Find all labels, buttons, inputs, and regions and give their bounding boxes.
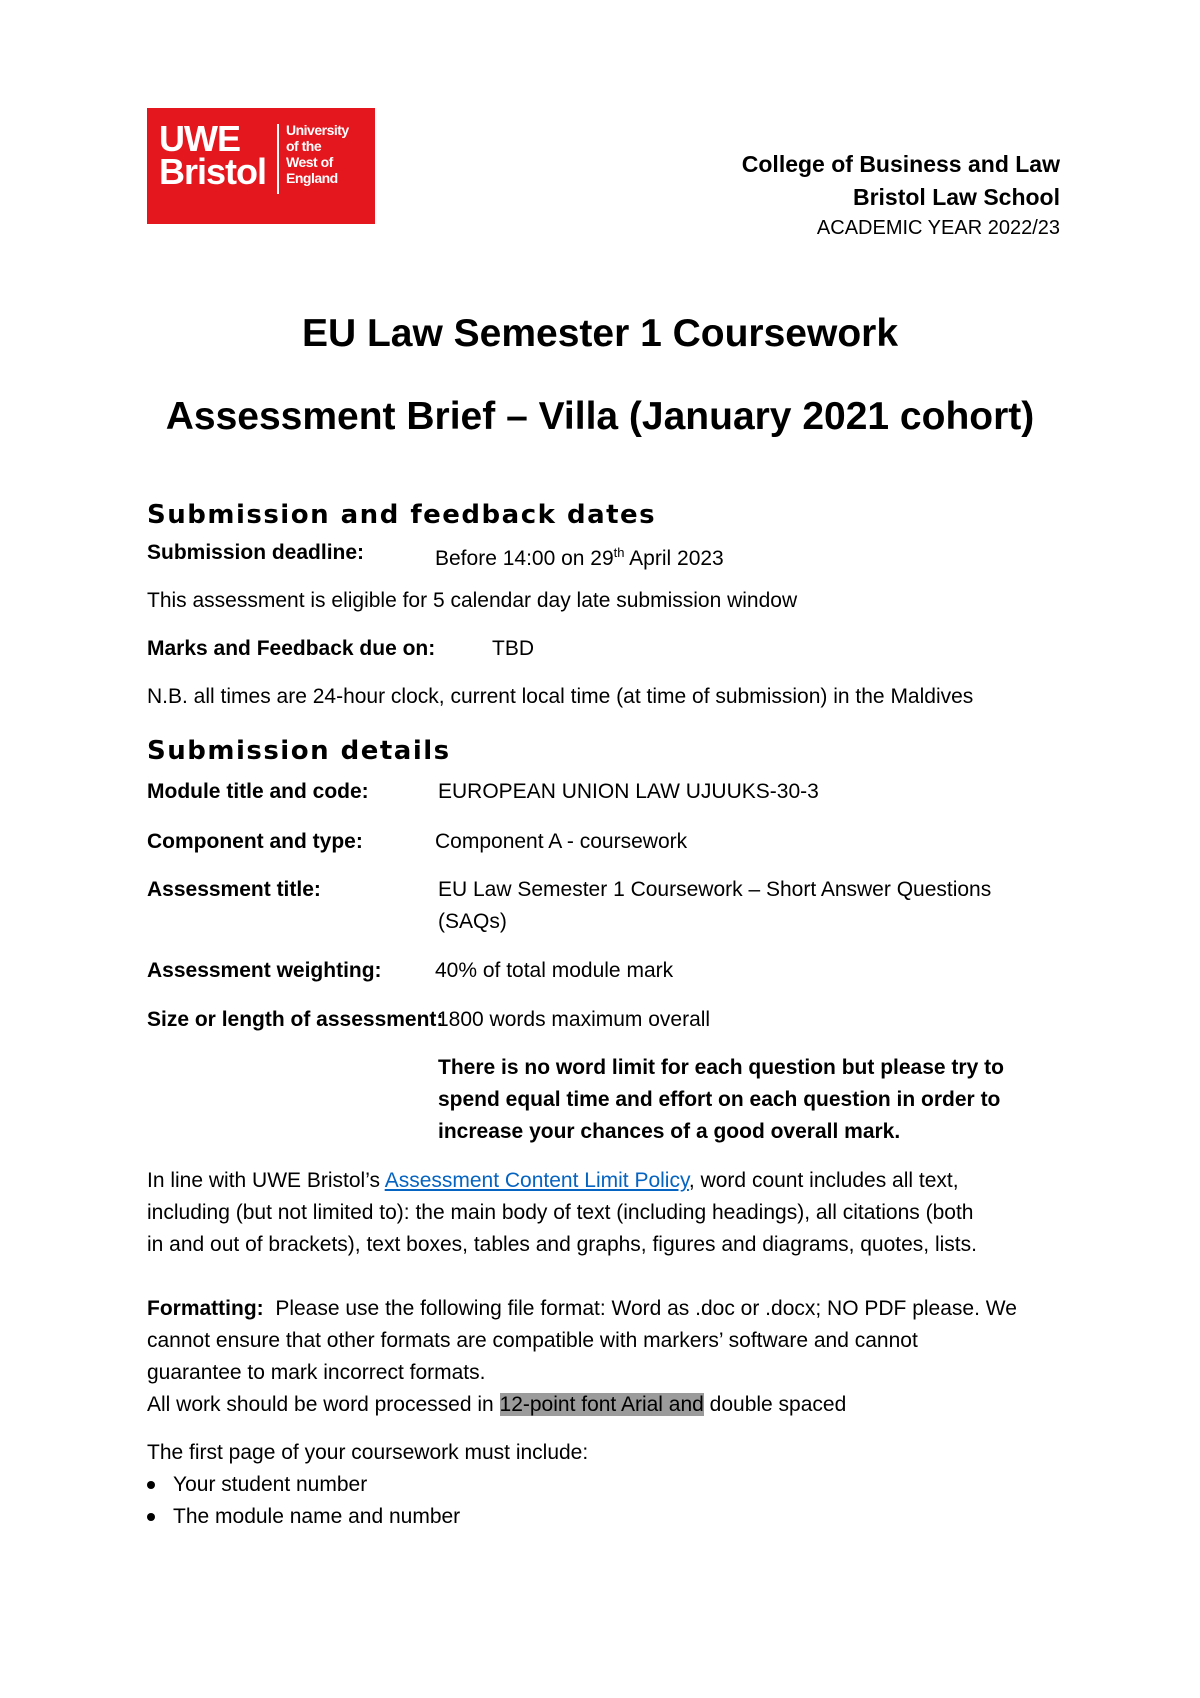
school-name: Bristol Law School <box>852 184 1060 210</box>
formatting-line <box>147 1293 1067 1325</box>
list-item-text: The module name and number <box>173 1505 461 1528</box>
section-heading-details: Submission details <box>147 736 451 766</box>
first-page-list <box>145 1469 460 1533</box>
uwe-bristol-logo <box>147 108 375 224</box>
deadline-value-suffix: th <box>613 545 625 560</box>
size-value: 1800 words maximum overall <box>437 1008 711 1031</box>
list-item <box>145 1469 460 1501</box>
logo-sub-line: England <box>286 170 338 186</box>
deadline-value <box>435 537 724 575</box>
college-name: College of Business and Law <box>741 151 1060 177</box>
font-rule <box>147 1389 1067 1421</box>
policy-line: in and out of brackets), text boxes, tables and graphs, figures and diagrams, quotes, lists. <box>147 1233 977 1256</box>
policy-post: , word count includes all text, <box>688 1169 959 1192</box>
formatting-line: guarantee to mark incorrect formats. <box>147 1361 486 1384</box>
page-title: EU Law Semester 1 Coursework <box>301 312 899 355</box>
logo-wordmark <box>159 118 267 192</box>
formatting-paragraph <box>147 1293 1067 1389</box>
policy-pre: In line with UWE Bristol’s <box>147 1169 385 1192</box>
logo-line-uwe: UWE <box>159 118 240 159</box>
font-rule-highlight: 12-point font Arial and <box>499 1393 704 1416</box>
policy-line <box>147 1165 1067 1197</box>
word-note-line: There is no word limit for each question but please try to <box>438 1056 1004 1079</box>
assessment-title-line: (SAQs) <box>438 910 507 933</box>
logo-sub-line: University <box>286 122 349 138</box>
deadline-value-date: Before 14:00 on 29 <box>435 547 614 570</box>
section-heading-dates: Submission and feedback dates <box>147 500 657 530</box>
bullet-icon <box>147 1481 155 1489</box>
font-rule-post: double spaced <box>703 1393 847 1416</box>
deadline-value-month: April 2023 <box>624 547 724 570</box>
logo-sub-line: of the <box>286 138 322 154</box>
policy-link[interactable]: Assessment Content Limit Policy <box>384 1169 689 1192</box>
logo-sub-line: West of <box>286 154 333 170</box>
deadline-label: Submission deadline: <box>147 541 365 564</box>
component-label: Component and type: <box>147 830 363 853</box>
logo-divider <box>277 124 279 194</box>
weighting-label: Assessment weighting: <box>147 959 382 982</box>
size-label: Size or length of assessment: <box>147 1008 444 1031</box>
time-note: N.B. all times are 24-hour clock, current local time (at time of submission) in the Maldives <box>147 685 974 708</box>
feedback-value: TBD <box>492 637 534 660</box>
word-limit-note <box>438 1052 1004 1148</box>
font-rule-pre: All work should be word processed in <box>147 1393 500 1416</box>
first-page-intro: The first page of your coursework must include: <box>147 1441 589 1464</box>
module-label: Module title and code: <box>147 780 369 803</box>
policy-paragraph <box>147 1165 1067 1261</box>
list-item-text: Your student number <box>173 1473 368 1496</box>
policy-line: including (but not limited to): the main body of text (including headings), all citations (both <box>147 1201 974 1224</box>
weighting-value: 40% of total module mark <box>435 959 674 982</box>
bullet-icon <box>147 1513 155 1521</box>
list-item <box>145 1501 460 1533</box>
page-subtitle: Assessment Brief – Villa (January 2021 cohort) <box>165 395 1035 438</box>
word-note-line: spend equal time and effort on each question in order to <box>438 1088 1001 1111</box>
academic-year: ACADEMIC YEAR 2022/23 <box>816 217 1060 239</box>
module-value: EUROPEAN UNION LAW UJUUKS-30-3 <box>438 780 819 803</box>
header-info <box>742 148 1060 242</box>
assessment-title-label: Assessment title: <box>147 878 321 901</box>
feedback-label: Marks and Feedback due on: <box>147 637 436 660</box>
formatting-text: Please use the following file format: Word as .doc or .docx; NO PDF please. We <box>263 1297 1017 1320</box>
assessment-title-line: EU Law Semester 1 Coursework – Short Answer Questions <box>438 878 992 901</box>
formatting-label: Formatting: <box>147 1297 264 1320</box>
logo-subtitle <box>286 122 349 186</box>
word-note-line: increase your chances of a good overall mark. <box>438 1120 901 1143</box>
late-window-text: This assessment is eligible for 5 calendar day late submission window <box>147 589 798 612</box>
logo-line-bristol: Bristol <box>159 151 267 192</box>
formatting-line: cannot ensure that other formats are compatible with markers’ software and cannot <box>147 1329 918 1352</box>
assessment-title-value <box>438 874 991 938</box>
component-value: Component A - coursework <box>435 830 688 853</box>
